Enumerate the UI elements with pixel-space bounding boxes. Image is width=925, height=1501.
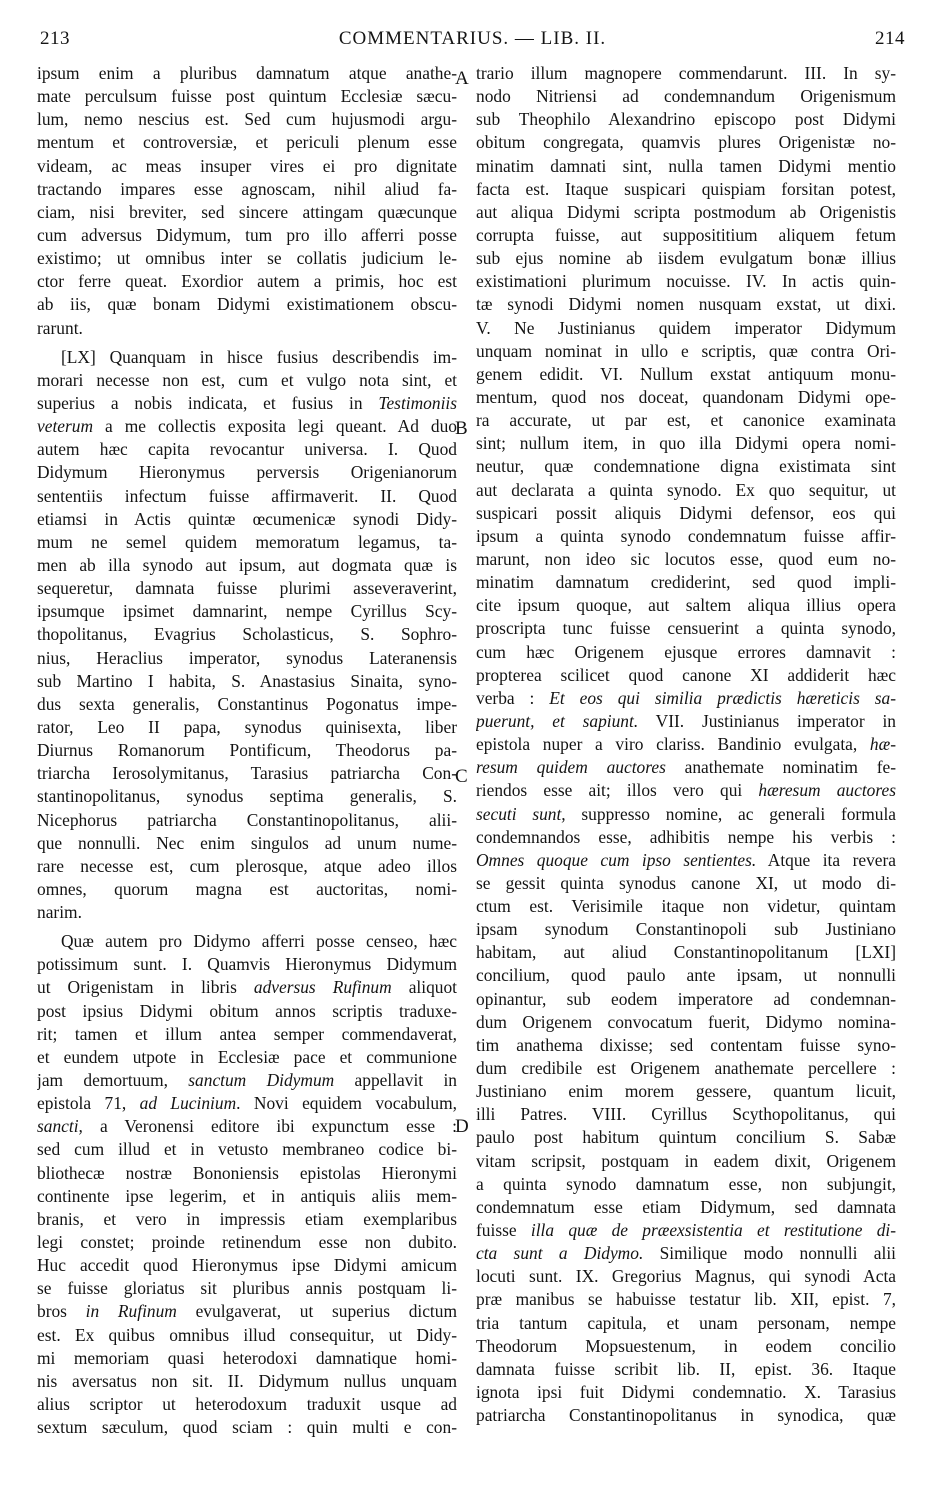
text-line: genem edidit. VI. Nullum exstat antiquum monu- (476, 363, 896, 384)
text-line: dum credibile est Origenem anathemate percellere : (476, 1058, 896, 1079)
text-line: stantinopolitanus, synodus septima generalis, S. (37, 786, 457, 807)
text-line: patriarcha Constantinopolitanus in synodica, quæ (476, 1405, 896, 1426)
text-line: aut aliqua Didymi scripta postmodum ab Origenistis (476, 201, 896, 222)
text-line: secuti sunt, suppresso nomine, ac generali formula (476, 803, 896, 824)
text-line: Diurnus Romanorum Pontificum, Theodorus pa- (37, 740, 457, 761)
text-line: potissimum sunt. I. Quamvis Hieronymus Didymum (37, 954, 457, 975)
text-line: aut declarata a quinta synodo. Ex quo sequitur, ut (476, 479, 896, 500)
text-line: jam demortuum, sanctum Didymum appellavit in (37, 1070, 457, 1091)
text-line: [LX] Quanquam in hisce fusius describendis im- (61, 346, 457, 367)
text-line: opinantur, sub eodem imperatore ad condemnan- (476, 988, 896, 1009)
text-line: veterum a me collectis exposita legi queant. Ad duo (37, 416, 457, 437)
text-line: nius, Heraclius imperator, synodus Lateranensis (37, 647, 457, 668)
margin-letter-c: C (455, 766, 468, 787)
text-line: nis aversatus non sit. II. Didymum nullus unquam (37, 1370, 457, 1391)
text-line: Nicephorus patriarcha Constantinopolitanus, alii- (37, 809, 457, 830)
text-line: ut Origenistam in libris adversus Rufinum aliquot (37, 977, 457, 998)
text-line: concilium, quod paulo ante ipsam, ut nonnulli (476, 965, 896, 986)
text-line: post ipsius Didymi obitum annos scriptis traduxe- (37, 1000, 457, 1021)
text-line: mentum et controversiæ, et periculi plenum esse (37, 132, 457, 153)
text-line: rit; tamen et illum antea semper commendaverat, (37, 1023, 457, 1044)
text-line: et eundem utpote in Ecclesiæ pace et communione (37, 1046, 457, 1067)
text-line: legi constet; proinde retinendum esse non dubito. (37, 1232, 457, 1253)
text-line: verba : Et eos qui similia prædictis hæreticis sa- (476, 687, 896, 708)
text-line: continente ipse legerim, et in antiquis aliis mem- (37, 1185, 457, 1206)
text-line: præ manibus se habuisse testatur lib. XII, epist. 7, (476, 1289, 896, 1310)
text-line: neutur, quæ condemnatione digna existimata sint (476, 456, 896, 477)
text-line: dum Origenem convocatum fuerit, Didymo nomina- (476, 1011, 896, 1032)
running-header (40, 20, 905, 54)
text-line: Omnes quoque cum ipso sentientes. Atque ita revera (476, 849, 896, 870)
text-line: ra accurate, ut par est, et canonice examinata (476, 410, 896, 431)
text-line: resum quidem auctores anathemate nominatim fe- (476, 757, 896, 778)
text-line: sequeretur, damnata fuisse plurimi asseveraverint, (37, 578, 457, 599)
text-line: mi memoriam quasi heterodoxi damnatique homi- (37, 1347, 457, 1368)
text-line: men ab illa synodo aut ipsum, aut dogmata quæ is (37, 554, 457, 575)
text-line: narim. (37, 902, 82, 923)
text-line: condemnatum esse etiam Didymum, sed damnata (476, 1196, 896, 1217)
text-line: minatim damnatum crediderint, sed quod impli- (476, 572, 896, 593)
text-line: bliothecæ nostræ Bononiensis epistolas Hieronymi (37, 1162, 457, 1183)
text-line: mentum, quod nos doceat, quandonam Didymi ope- (476, 386, 896, 407)
text-line: ignota ipsi fuit Didymi condemnatio. X. Tarasius (476, 1382, 896, 1403)
text-line: etiamsi in Actis quintæ œcumenicæ synodi Didy- (37, 508, 457, 529)
text-line: existimationi plurimum nocuisse. IV. In actis quin- (476, 271, 896, 292)
right-column (476, 62, 896, 1427)
text-line: sententiis infectum fuisse affirmaverit. II. Quod (37, 485, 457, 506)
text-line: locuti sunt. IX. Gregorius Magnus, qui synodi Acta (476, 1266, 896, 1287)
text-line: propterea scilicet quod canone XI addiderit hæc (476, 664, 896, 685)
text-line: rator, Leo II papa, synodus quinisexta, liber (37, 716, 457, 737)
text-line: Quæ autem pro Didymo afferri posse censeo, hæc (61, 931, 457, 952)
text-line: ipsum a quinta synodo condemnatum fuisse affir- (476, 525, 896, 546)
text-line: sed cum illud et in vetusto membraneo codice bi- (37, 1139, 457, 1160)
text-line: se fuisse gloriatus sit pluribus annis postquam li- (37, 1278, 457, 1299)
text-line: sub Theophilo Alexandrino episcopo post Didymi (476, 109, 896, 130)
text-line: condemnandos esse, adhibitis nempe his verbis : (476, 826, 896, 847)
text-line: Didymum Hieronymus perversis Origenianorum (37, 462, 457, 483)
text-line: rare necesse est, cum plerosque, atque adeo illos (37, 855, 457, 876)
text-line: bros in Rufinum evulgaverat, ut superius dictum (37, 1301, 457, 1322)
margin-letter-a: A (455, 68, 469, 89)
running-title: COMMENTARIUS. — LIB. II. (338, 28, 607, 49)
text-line: tria tantum capitula, et unam personam, nempe (476, 1312, 896, 1333)
text-line: ipsumque ipsimet damnarint, nempe Cyrillus Scy- (37, 601, 457, 622)
text-line: dus sexta generalis, Constantinus Pogonatus impe- (37, 693, 457, 714)
text-line: tæ synodi Didymi nomen nusquam exstat, ut dixi. (476, 294, 896, 315)
text-line: corrupta fuisse, aut supposititium aliquem fetum (476, 224, 896, 245)
text-line: ipsum enim a pluribus damnatum atque anathe- (37, 63, 457, 83)
text-line: mum ne semel quidem memoratum legamus, ta- (37, 531, 457, 552)
text-line: damnata fuisse scribit lib. II, epist. 36. Itaque (476, 1358, 896, 1379)
text-line: ab iis, quæ bonam Didymi existimationem obscu- (37, 294, 457, 315)
text-line: sextum sæculum, quod sciam : quin multi e con- (37, 1417, 457, 1438)
margin-letter-b: B (455, 418, 468, 439)
text-line: triarcha Ierosolymitanus, Tarasius patriarcha Con- (37, 763, 457, 784)
text-line: cite ipsum quoque, aut saltem aliqua illius opera (476, 595, 896, 616)
text-line: omnes, quorum magna est auctoritas, nomi- (37, 878, 457, 899)
text-line: rarunt. (37, 317, 83, 338)
text-line: V. Ne Justinianus quidem imperator Didymum (476, 317, 896, 338)
text-line: vitam scripsit, postquam in eadem dixit, Origenem (476, 1150, 896, 1171)
text-line: facta est. Itaque suspicari quispiam forsitan potest, (476, 178, 896, 199)
text-line: puerunt, et sapiunt. VII. Justinianus imperator in (476, 710, 896, 731)
text-line: mate perculsum fuisse post quintum Ecclesiæ sæcu- (37, 86, 457, 107)
left-column (37, 62, 457, 1439)
text-line: cum hæc Origenem ejusque errores damnavit : (476, 641, 896, 662)
text-line: videam, ac meas insuper vires ei pro dignitate (37, 155, 457, 176)
text-line: riendos esse ait; illos vero qui hæresum auctores (476, 780, 896, 801)
text-line: branis, et vero in impressis etiam exemplaribus (37, 1208, 457, 1229)
text-line: trario illum magnopere commendarunt. III. In sy- (476, 63, 896, 83)
text-line: ctum est. Verisimile itaque non videtur, quintam (476, 896, 896, 917)
text-line: que nonnulli. Nec enim singulos ad unum nume- (37, 832, 457, 853)
text-line: fuisse illa quæ de præexsistentia et restitutione di- (476, 1220, 896, 1241)
text-line: minatim damnati sint, nulla tamen Didymi mentio (476, 155, 896, 176)
text-line: epistola 71, ad Lucinium. Novi equidem vocabulum, (37, 1093, 457, 1114)
text-line: cum adversus Didymum, tum pro illo afferri posse (37, 224, 457, 245)
text-line: unquam nominat in ullo e scriptis, quæ contra Ori- (476, 340, 896, 361)
left-page-number: 213 (40, 28, 70, 49)
text-line: alius scriptor ut heterodoxum traduxit usque ad (37, 1394, 457, 1415)
text-line: nodo Nitriensi ad condemnandum Origenismum (476, 86, 896, 107)
text-line: ipsam synodum Constantinopoli sub Justiniano (476, 919, 896, 940)
text-line: thopolitanus, Evagrius Scholasticus, S. Sophro- (37, 624, 457, 645)
text-line: sub ejus nomine ab iisdem evulgatum bonæ illius (476, 248, 896, 269)
right-page-number: 214 (875, 28, 905, 49)
text-line: illi Patres. VIII. Cyrillus Scythopolitanus, qui (476, 1104, 896, 1125)
margin-letter-d: D (455, 1116, 469, 1137)
text-line: tractando impares esse agnoscam, nihil aliud fa- (37, 178, 457, 199)
text-line: ciam, nisi breviter, sed sincere attingam quæcunque (37, 201, 457, 222)
text-line: superius a nobis indicata, et fusius in Testimoniis (37, 392, 457, 413)
text-line: Justiniano enim morem gessere, quantum licuit, (476, 1081, 896, 1102)
text-line: sancti, a Veronensi editore ibi expunctum esse : (37, 1116, 457, 1137)
text-line: obitum congregata, quamvis plures Origenistæ no- (476, 132, 896, 153)
text-line: marunt, non ideo sic locutos esse, quod eum no- (476, 548, 896, 569)
text-line: morari necesse non est, cum et vulgo nota sint, et (37, 369, 457, 390)
text-line: sint; nullum item, in quo illa Didymi opera nomi- (476, 433, 896, 454)
text-line: proscripta tunc fuisse censuerint a quinta synodo, (476, 618, 896, 639)
text-line: cta sunt a Didymo. Similique modo nonnulli alii (476, 1243, 896, 1264)
text-line: existimo; ut omnibus inter se collatis judicium le- (37, 248, 457, 269)
text-line: est. Ex quibus omnibus illud consequitur, ut Didy- (37, 1324, 457, 1345)
text-line: ctor ferre queat. Exordior autem a primis, hoc est (37, 271, 457, 292)
text-line: Theodorum Mopsuestenum, in eodem concilio (476, 1335, 896, 1356)
text-line: paulo post habitum quintum concilium S. Sabæ (476, 1127, 896, 1148)
text-line: suspicari possit aliquis Didymi defensor, eos qui (476, 502, 896, 523)
text-line: autem hæc capita revocantur universa. I. Quod (37, 439, 457, 460)
text-line: lum, nemo nescius est. Sed cum hujusmodi argu- (37, 109, 457, 130)
text-line: habitam, aut aliud Constantinopolitanum [LXI] (476, 942, 896, 963)
text-line: a quinta synodo damnatum esse, non subjungit, (476, 1173, 896, 1194)
text-line: se gessit quinta synodus canone XI, ut modo di- (476, 872, 896, 893)
text-line: epistola nuper a viro clariss. Bandinio evulgata, hæ- (476, 734, 896, 755)
text-line: Huc accedit quod Hieronymus ipse Didymi amicum (37, 1255, 457, 1276)
text-line: tim anathema dixisse; sed contentam fuisse syno- (476, 1034, 896, 1055)
text-line: sub Martino I habita, S. Anastasius Sinaita, syno- (37, 670, 457, 691)
